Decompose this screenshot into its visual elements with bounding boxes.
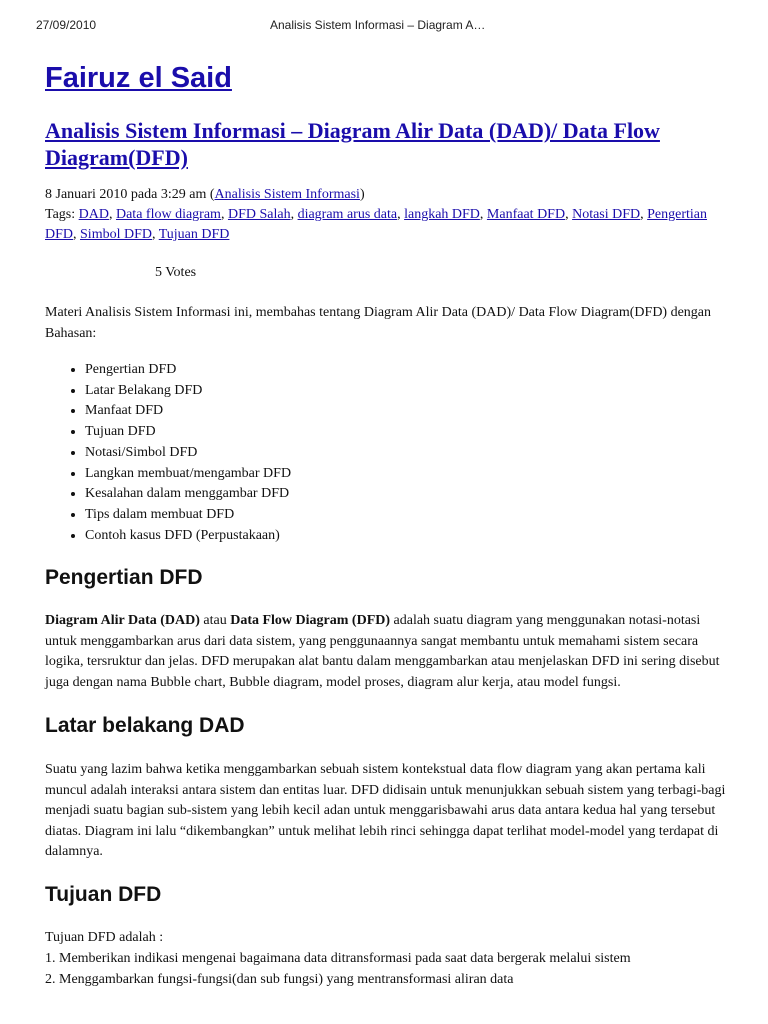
topic-list xyxy=(45,360,735,546)
list-item: • Langkan membuat/mengambar DFD xyxy=(85,464,735,485)
latar-paragraph: Suatu yang lazim bahwa ketika menggambarkan sebuah sistem kontekstual data flow diagram yang akan pertama kali muncul adalah interaksi antara sistem dan entitas luar. DFD didisain untuk menunjukkan sebuah sistem yang terbagi-bagi menjadi suatu bagian sub-sistem yang lebih kecil adan untuk menggarisbawahi arus data antara kedua hal yang tersebut diatas. Diagram ini lalu “dikembangkan” untuk melihat lebih rinci sehingga dapat terlihat model-model yang terdapat di dalamnya. xyxy=(45,762,726,860)
site-title xyxy=(45,58,735,103)
list-item: • Tujuan DFD xyxy=(85,422,735,443)
tag-link[interactable]: Manfaat DFD xyxy=(486,207,566,222)
section-heading-tujuan: Tujuan DFD xyxy=(45,882,162,906)
post-meta-close: ) xyxy=(359,187,365,202)
tag-link[interactable]: Tujuan DFD xyxy=(158,227,230,242)
section-heading-latar: Latar belakang DAD xyxy=(45,714,245,738)
intro-paragraph: Materi Analisis Sistem Informasi ini, membahas tentang Diagram Alir Data (DAD)/ Data Flow Diagram(DFD) dengan Bahasan: xyxy=(45,305,712,341)
post-tags: Tags: DAD, Data flow diagram, DFD Salah, diagram arus data, langkah DFD, Manfaat DFD, Notasi DFD, Pengertian DFD, Simbol DFD, Tujuan DFD xyxy=(45,207,708,242)
tag-link[interactable]: langkah DFD xyxy=(404,207,480,222)
tag-link[interactable]: Simbol DFD xyxy=(80,227,152,242)
pengertian-paragraph xyxy=(45,611,735,693)
list-item: • Latar Belakang DFD xyxy=(85,381,735,402)
site-title-link[interactable]: Fairuz el Said xyxy=(45,62,232,94)
tags-label: Tags: xyxy=(45,207,76,222)
print-page-title: Analisis Sistem Informasi – Diagram A… xyxy=(270,18,486,32)
term-dad: Diagram Alir Data (DAD) xyxy=(45,613,200,629)
definition-text: adalah suatu diagram yang menggunakan notasi-notasi untuk menggambarkan arus dari data sistem, yang penggunaannya sangat membantu untuk memahami sistem secara logika, tersruktur dan jelas. DFD merupakan alat bantu dalam menggambarkan atau menjelaskan DFD ini sering disebut juga dengan nama Bubble chart, Bubble diagram, model proses, diagram alur kerja, atau model fungsi. xyxy=(45,613,720,690)
post-title-link[interactable]: Analisis Sistem Informasi – Diagram Alir Data (DAD)/ Data Flow Diagram(DFD) xyxy=(45,118,660,170)
page-content xyxy=(45,58,735,990)
post-meta xyxy=(45,185,735,205)
list-item: • Contoh kasus DFD (Perpustakaan) xyxy=(85,526,735,547)
post-title xyxy=(45,117,735,171)
list-item: • Manfaat DFD xyxy=(85,401,735,422)
connector-text: atau xyxy=(199,613,231,629)
tag-link[interactable]: DFD Salah xyxy=(227,207,291,222)
tag-link[interactable]: DAD xyxy=(78,207,109,222)
list-item: 1. Memberikan indikasi mengenai bagaimana data ditransformasi pada saat data bergerak melalui sistem xyxy=(45,950,631,966)
list-item: 2. Menggambarkan fungsi-fungsi(dan sub fungsi) yang mentransformasi aliran data xyxy=(45,971,514,987)
category-link[interactable]: Analisis Sistem Informasi xyxy=(214,187,360,202)
tag-link[interactable]: Pengertian DFD xyxy=(45,207,708,242)
tujuan-list xyxy=(45,927,735,990)
tujuan-intro: Tujuan DFD adalah : xyxy=(45,929,164,945)
section-heading-pengertian: Pengertian DFD xyxy=(45,566,203,590)
term-dfd: Data Flow Diagram (DFD) xyxy=(230,613,391,629)
list-item: • Notasi/Simbol DFD xyxy=(85,443,735,464)
tag-link[interactable]: diagram arus data xyxy=(297,207,398,222)
votes-count: 5 Votes xyxy=(155,265,197,280)
list-item: • Pengertian DFD xyxy=(85,360,735,381)
tag-link[interactable]: Notasi DFD xyxy=(572,207,641,222)
tag-link[interactable]: Data flow diagram xyxy=(115,207,221,222)
print-date: 27/09/2010 xyxy=(36,18,97,32)
list-item: • Kesalahan dalam menggambar DFD xyxy=(85,484,735,505)
post-date: 8 Januari 2010 pada 3:29 am ( xyxy=(45,187,215,202)
list-item: • Tips dalam membuat DFD xyxy=(85,505,735,526)
